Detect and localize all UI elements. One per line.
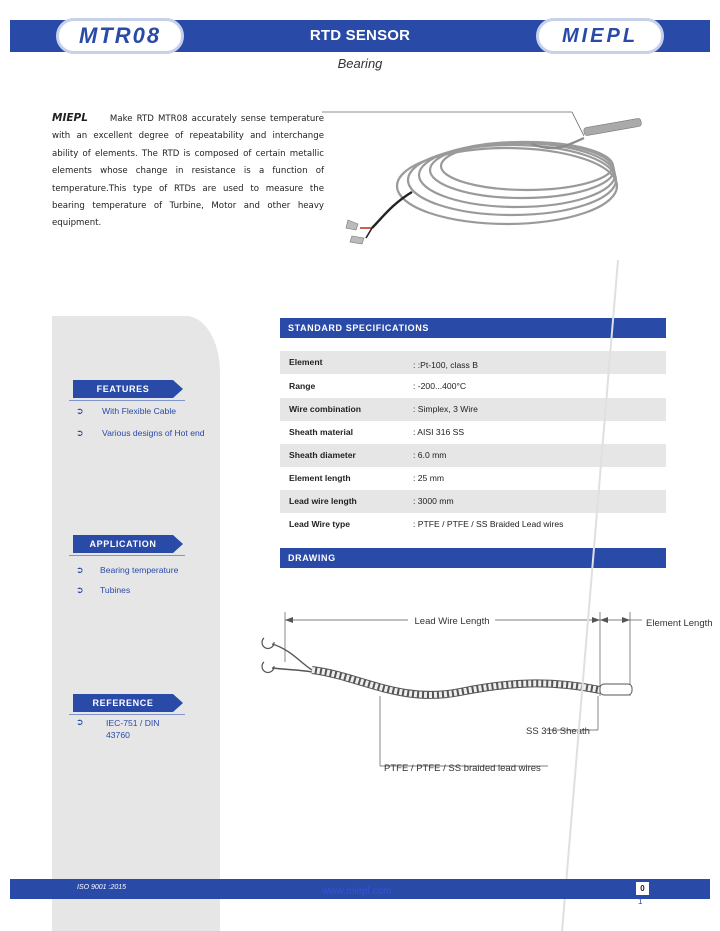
spec-key: Element length <box>289 473 351 483</box>
spec-value: : :Pt-100, class B <box>413 360 478 370</box>
braid-label: PTFE / PTFE / SS braided lead wires <box>384 763 541 774</box>
spade-terminal-icon <box>346 220 364 244</box>
intro-brand: MIEPL <box>52 112 88 124</box>
drawing-heading: DRAWING <box>280 548 666 568</box>
spec-value: : Simplex, 3 Wire <box>413 404 478 414</box>
feature-item-1: Various designs of Hot end <box>102 428 205 438</box>
page-subtitle: Bearing <box>337 56 383 71</box>
company-logo <box>536 14 664 58</box>
specs-heading: STANDARD SPECIFICATIONS <box>280 318 666 338</box>
spec-value: : 6.0 mm <box>413 450 447 460</box>
intro-text: Make RTD MTR08 accurately sense temperature with an excellent degree of repeatability and interchange ability of elements. The RTD is composed of certain metallic elements whose change in resistance is a function of temperature.This type of RTDs are used to measure the bearing temperature of Turbine, Motor and other heavy equipment. <box>52 114 324 229</box>
reference-item-0: IEC-751 / DIN 43760 <box>106 718 160 740</box>
element-length-label <box>646 618 713 629</box>
arrow-bullet-icon: ➲ <box>76 717 84 727</box>
product-image <box>322 100 662 260</box>
spec-value: : -200...400°C <box>413 381 467 391</box>
arrow-bullet-icon: ➲ <box>76 565 84 575</box>
arrow-bullet-icon: ➲ <box>76 428 84 438</box>
spade-terminal-icon <box>262 638 274 672</box>
sheath-label: SS 316 Sheath <box>526 726 590 737</box>
spec-value: : AISI 316 SS <box>413 427 465 437</box>
website-link[interactable]: www.miepl.com <box>322 886 392 897</box>
spec-key: Sheath material <box>289 427 353 437</box>
arrow-bullet-icon: ➲ <box>76 406 84 416</box>
spec-value: : 25 mm <box>413 473 445 483</box>
spec-key: Element <box>289 357 323 367</box>
page-number: 0 <box>636 882 649 895</box>
iso-certification: ISO 9001 :2015 <box>77 884 127 891</box>
feature-item-0: With Flexible Cable <box>102 406 177 416</box>
intro-paragraph <box>52 110 324 233</box>
spec-key: Wire combination <box>289 404 362 414</box>
spec-key: Lead Wire type <box>289 519 351 529</box>
lead-wire-length-label: Lead Wire Length <box>414 616 490 627</box>
product-logo-text: MTR08 <box>78 23 162 48</box>
element-length-text: Element Length <box>646 618 713 629</box>
product-logo <box>56 14 184 58</box>
technical-drawing <box>250 604 720 794</box>
spec-value: : PTFE / PTFE / SS Braided Lead wires <box>413 519 564 529</box>
spec-key: Range <box>289 381 316 391</box>
spec-value: : 3000 mm <box>413 496 454 506</box>
application-item-0: Bearing temperature <box>100 565 179 575</box>
reference-heading: REFERENCE <box>73 694 173 712</box>
page-number-suffix: 1 <box>638 897 643 906</box>
application-heading: APPLICATION <box>73 535 173 553</box>
page-title: RTD SENSOR <box>309 27 411 44</box>
arrow-bullet-icon: ➲ <box>76 585 84 595</box>
decorative-diagonal <box>560 260 620 931</box>
features-heading: FEATURES <box>73 380 173 398</box>
application-item-1: Tubines <box>100 585 131 595</box>
spec-key: Sheath diameter <box>289 450 356 460</box>
spec-key: Lead wire length <box>289 496 357 506</box>
company-logo-text: MIEPL <box>561 25 639 47</box>
probe-sheath <box>583 118 642 136</box>
